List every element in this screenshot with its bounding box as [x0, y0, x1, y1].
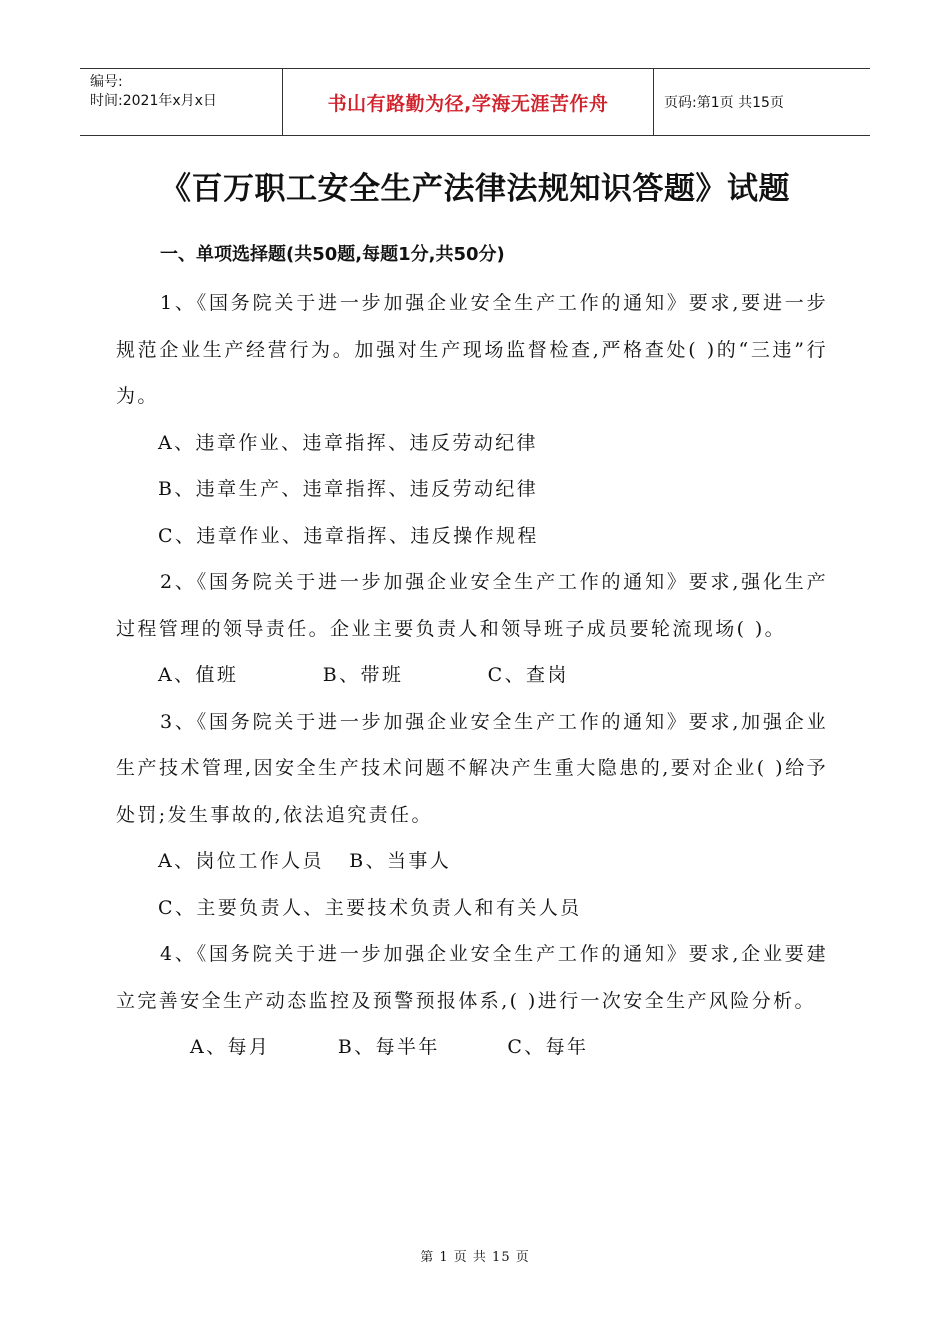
- section-heading: 一、单项选择题(共50题,每题1分,共50分): [160, 244, 505, 265]
- question-1-option-a: A、违章作业、违章指挥、违反劳动纪律: [158, 431, 538, 454]
- question-1-text: 1、《国务院关于进一步加强企业安全生产工作的通知》要求,要进一步规范企业生产经营行为。加强对生产现场监督检查,严格查处( )的“三违”行为。: [116, 292, 828, 407]
- question-4-text: 4、《国务院关于进一步加强企业安全生产工作的通知》要求,企业要建立完善安全生产动态监控及预警预报体系,( )进行一次安全生产风险分析。: [116, 943, 828, 1012]
- document-title: 《百万职工安全生产法律法规知识答题》试题: [160, 171, 790, 207]
- question-3-text: 3、《国务院关于进一步加强企业安全生产工作的通知》要求,加强企业生产技术管理,因安全生产技术问题不解决产生重大隐患的,要对企业( )给予处罚;发生事故的,依法追究责任。: [116, 710, 828, 826]
- question-3-option-ab: A、岗位工作人员 B、当事人: [158, 850, 452, 872]
- question-2-options: A、值班 B、带班 C、查岗: [158, 664, 569, 686]
- question-1-option-b: B、违章生产、违章指挥、违反劳动纪律: [158, 478, 539, 500]
- document-header: [80, 68, 870, 136]
- question-list: [116, 280, 828, 1071]
- header-page-info: 页码:第1页 共15页: [664, 95, 784, 111]
- question-1-option-c: C、违章作业、违章指挥、违反操作规程: [158, 524, 539, 547]
- header-meta: [80, 69, 282, 135]
- page-footer: 第 1 页 共 15 页: [420, 1250, 530, 1265]
- question-2-text: 2、《国务院关于进一步加强企业安全生产工作的通知》要求,强化生产过程管理的领导责任。企业主要负责人和领导班子成员要轮流现场( )。: [116, 571, 828, 640]
- time-label: 时间:2021年x月x日: [90, 93, 217, 109]
- question-4-options: A、每月 B、每半年 C、每年: [190, 1036, 589, 1058]
- header-motto: 书山有路勤为径,学海无涯苦作舟: [282, 69, 654, 135]
- question-3-option-c: C、主要负责人、主要技术负责人和有关人员: [158, 896, 582, 919]
- number-label: 编号:: [90, 74, 123, 90]
